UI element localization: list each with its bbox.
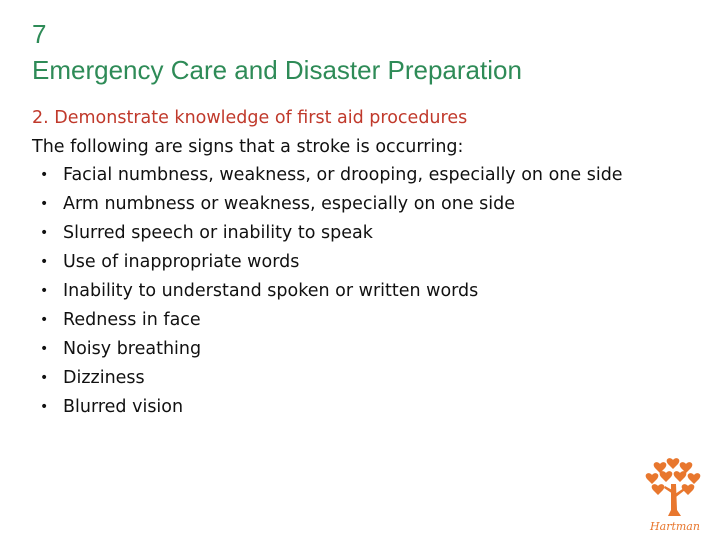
bullet-icon: • — [40, 254, 49, 270]
bullet-icon: • — [40, 196, 49, 212]
list-item-text: Slurred speech or inability to speak — [63, 223, 373, 243]
list-item — [40, 222, 680, 245]
list-item-text: Inability to understand spoken or written words — [63, 281, 479, 301]
bullet-icon: • — [40, 225, 49, 241]
slide-subtitle: 2. Demonstrate knowledge of first aid procedures — [32, 108, 468, 128]
bullet-icon: • — [40, 312, 49, 328]
hartman-logo — [640, 456, 710, 536]
bullet-icon: • — [40, 370, 49, 386]
list-item-text: Noisy breathing — [63, 339, 202, 359]
bullet-icon: • — [40, 399, 49, 415]
list-item-text: Blurred vision — [63, 397, 184, 417]
list-item — [40, 280, 680, 303]
bullet-icon: • — [40, 341, 49, 357]
list-item — [40, 193, 680, 216]
list-item-text: Arm numbness or weakness, especially on one side — [63, 194, 516, 214]
list-item-text: Use of inappropriate words — [63, 252, 300, 272]
bullet-icon: • — [40, 283, 49, 299]
logo-text: Hartman — [650, 520, 700, 533]
bullet-icon: • — [40, 167, 49, 183]
list-item — [40, 251, 680, 274]
list-item — [40, 396, 680, 419]
list-item-text: Redness in face — [63, 310, 201, 330]
list-item-text: Facial numbness, weakness, or drooping, especially on one side — [63, 165, 623, 185]
chapter-title: Emergency Care and Disaster Preparation — [32, 55, 522, 85]
intro-text: The following are signs that a stroke is occurring: — [32, 137, 464, 157]
list-item — [40, 309, 680, 332]
list-item — [40, 367, 680, 390]
list-item — [40, 164, 680, 187]
list-item-text: Dizziness — [63, 368, 145, 388]
stroke-signs-list — [40, 164, 680, 425]
heart-tree-icon — [640, 456, 710, 536]
list-item — [40, 338, 680, 361]
chapter-number: 7 — [32, 19, 47, 49]
